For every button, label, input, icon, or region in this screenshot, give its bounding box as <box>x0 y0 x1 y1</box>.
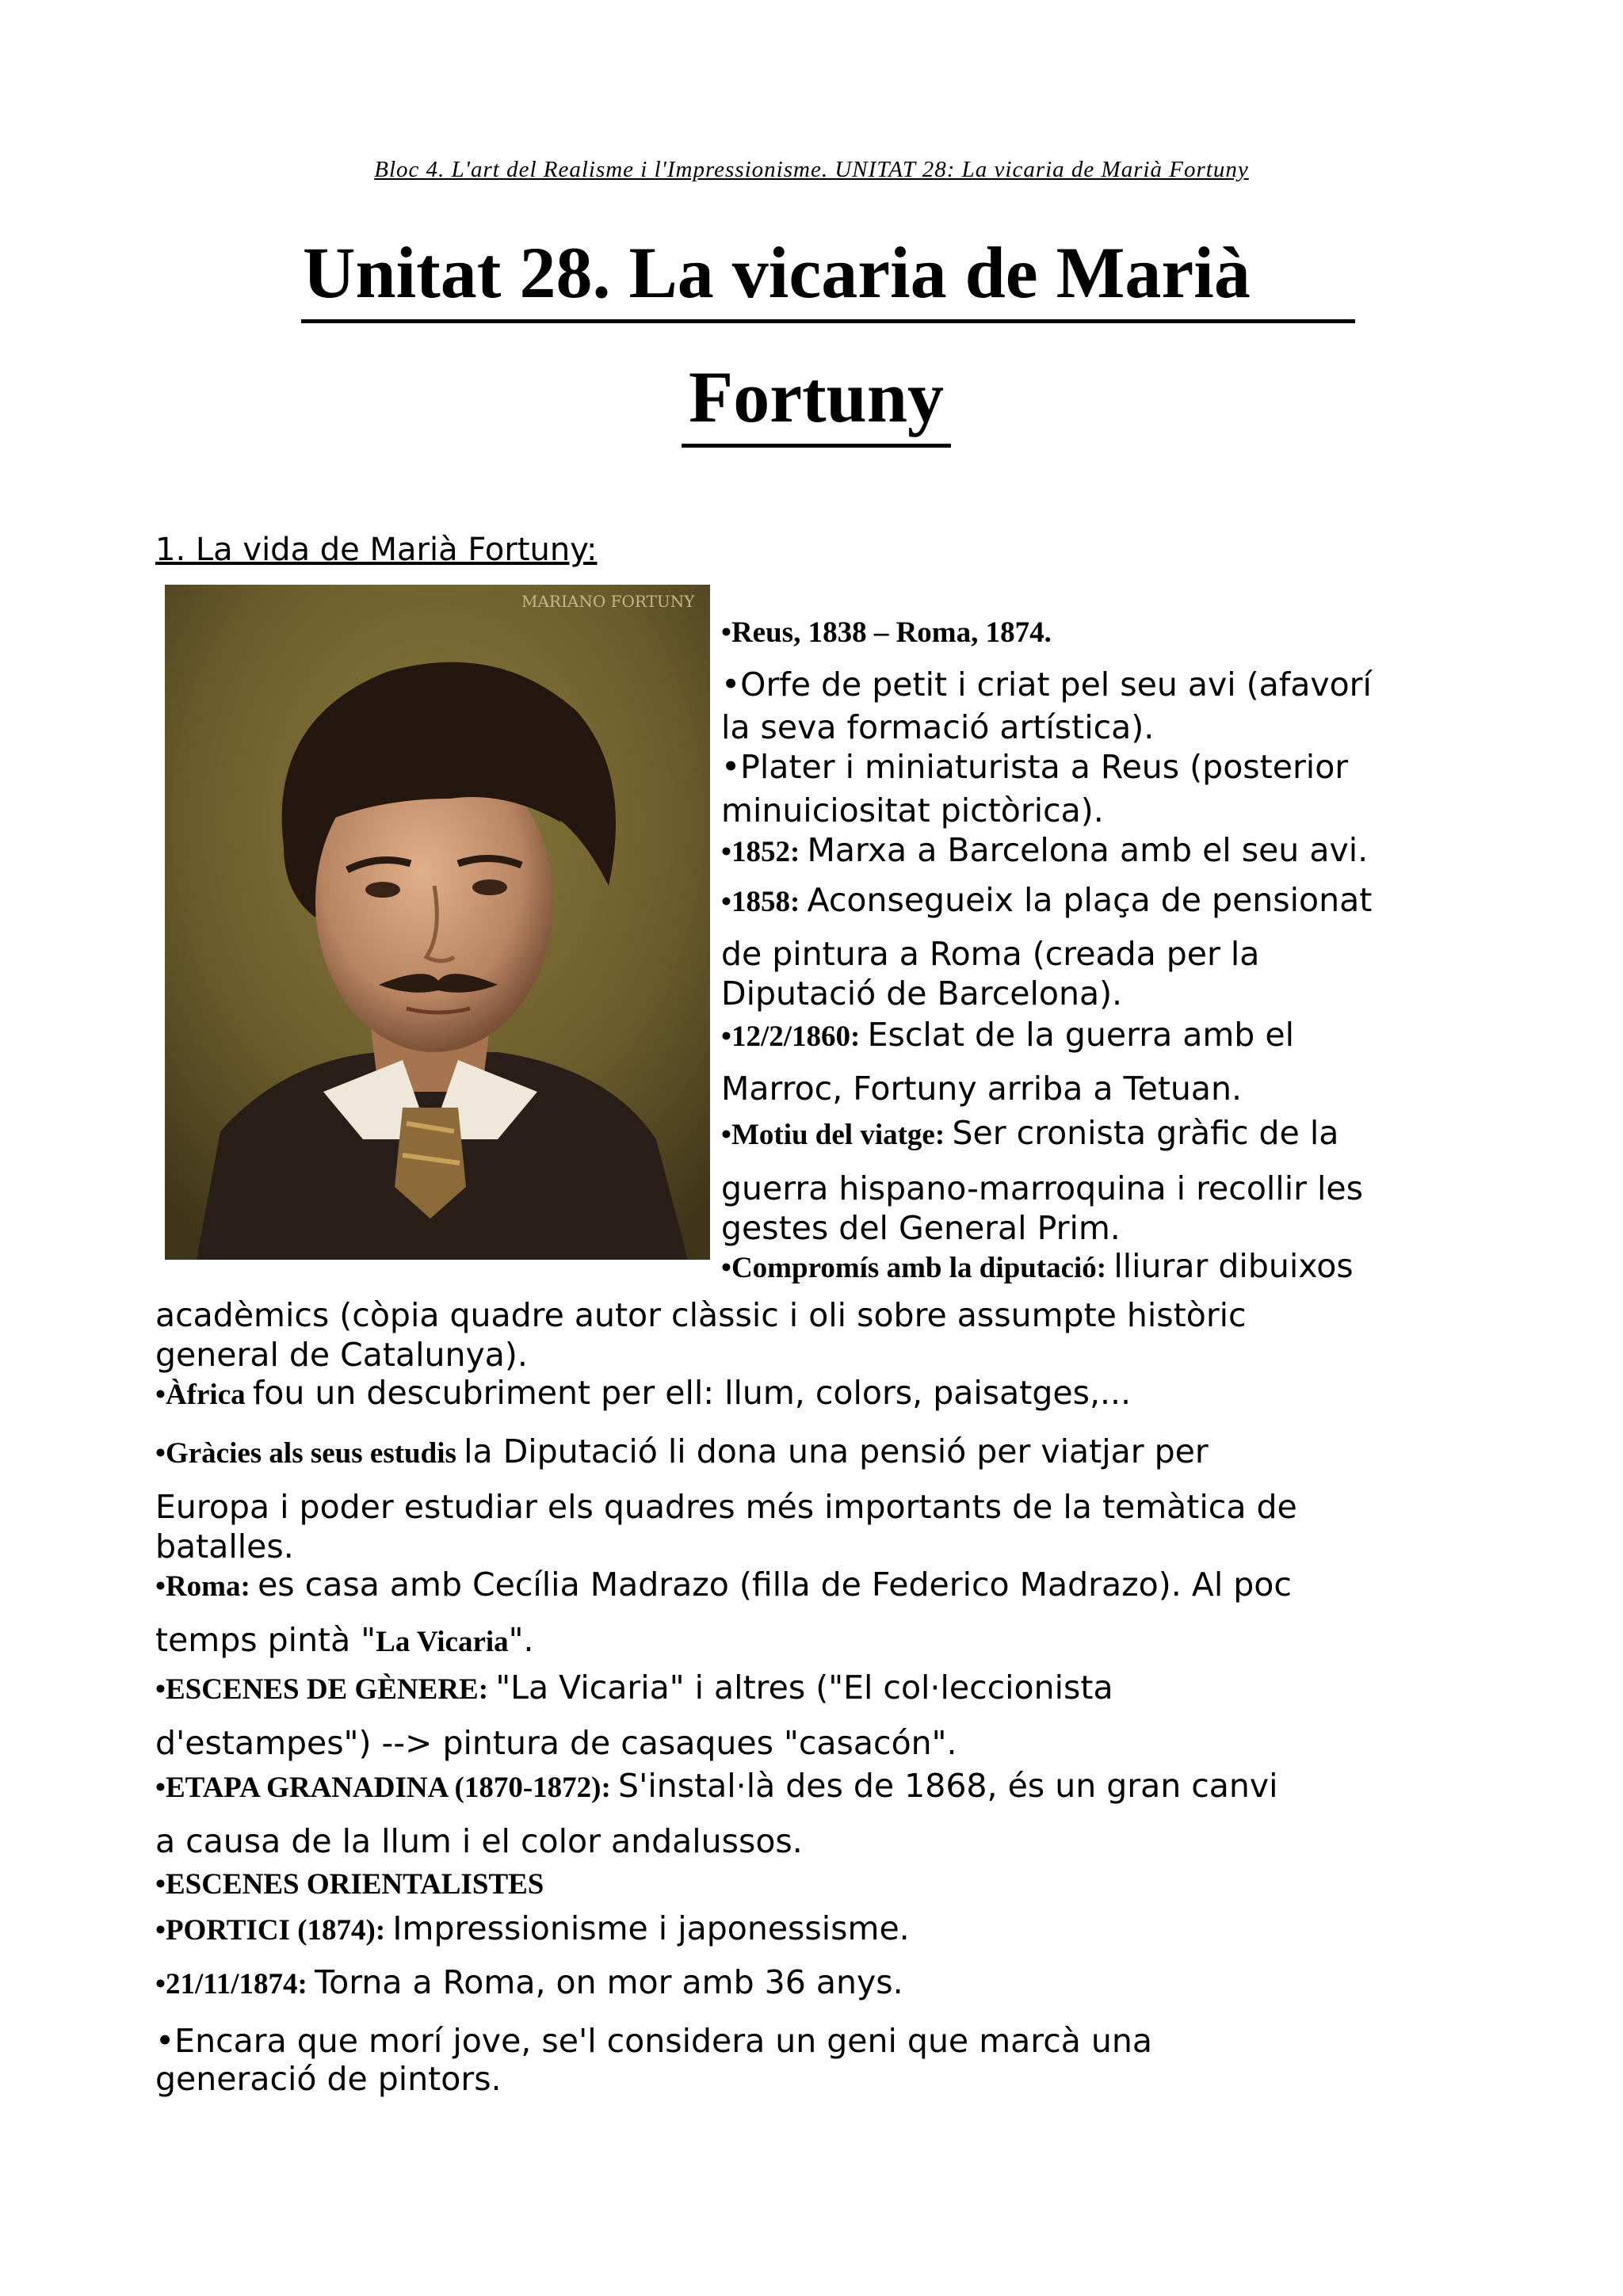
line-label: •Reus, 1838 – Roma, 1874. <box>721 616 1052 649</box>
text-line <box>155 1909 910 1947</box>
text-line <box>721 1247 1354 1285</box>
line-label: •PORTICI (1874): <box>155 1914 393 1947</box>
line-text: generació de pintors. <box>155 2060 502 2098</box>
text-line <box>155 2022 1153 2060</box>
line-text: Esclat de la guerra amb el <box>867 1016 1294 1054</box>
line-label: •Àfrica <box>155 1379 253 1411</box>
title-underline-2 <box>682 444 951 448</box>
text-line <box>721 831 1369 869</box>
line-label: •Roma: <box>155 1570 258 1603</box>
text-line <box>155 1336 528 1374</box>
text-line <box>721 881 1373 919</box>
line-text: •Encara que morí jove, se'l considera un geni que marcà una <box>155 2022 1153 2060</box>
line-text: Torna a Roma, on mor amb 36 anys. <box>315 1963 903 2001</box>
text-line <box>155 1867 544 1899</box>
text-line <box>721 666 1372 704</box>
page-title-line-1: Unitat 28. La vicaria de Marià <box>303 232 1251 313</box>
line-text: guerra hispano-marroquina i recollir les <box>721 1169 1363 1207</box>
portrait-image <box>165 585 710 1260</box>
text-line <box>721 1209 1121 1247</box>
line-text: Marxa a Barcelona amb el seu avi. <box>807 831 1369 869</box>
running-header: Bloc 4. L'art del Realisme i l'Impressionisme. UNITAT 28: La vicaria de Marià Fortuny <box>374 157 1249 182</box>
line-text: lliurar dibuixos <box>1113 1247 1354 1285</box>
line-label: •12/2/1860: <box>721 1020 868 1053</box>
text-line <box>155 1724 957 1762</box>
text-line <box>721 974 1123 1013</box>
text-line <box>155 2060 502 2098</box>
line-label: •Gràcies als seus estudis <box>155 1437 464 1470</box>
line-label: La Vicaria <box>376 1626 509 1658</box>
line-text: Diputació de Barcelona). <box>721 974 1123 1013</box>
text-line <box>721 935 1260 973</box>
text-line <box>155 1566 1292 1604</box>
line-label: •1858: <box>721 886 808 918</box>
text-line <box>155 1767 1278 1805</box>
text-line <box>155 1296 1247 1334</box>
line-text: la seva formació artística). <box>721 708 1155 746</box>
text-line <box>155 1963 903 2001</box>
line-text: ". <box>508 1621 534 1659</box>
line-text: "La Vicaria" i altres ("El col·leccionista <box>495 1669 1113 1707</box>
line-text: •Plater i miniaturista a Reus (posterior <box>721 748 1349 786</box>
text-line <box>155 1621 534 1659</box>
line-label: •1852: <box>721 836 808 868</box>
line-text: Aconsegueix la plaça de pensionat <box>807 881 1373 919</box>
line-label: •Motiu del viatge: <box>721 1119 953 1151</box>
line-text: S'instal·là des de 1868, és un gran canvi <box>618 1767 1278 1805</box>
line-label: •Compromís amb la diputació: <box>721 1252 1114 1284</box>
text-line <box>721 791 1104 830</box>
line-text: batalles. <box>155 1527 294 1566</box>
text-line <box>155 1527 294 1566</box>
line-label: •21/11/1874: <box>155 1968 315 2000</box>
text-line <box>721 1114 1339 1152</box>
line-text: •Orfe de petit i criat pel seu avi (afavorí <box>721 666 1372 704</box>
line-text: gestes del General Prim. <box>721 1209 1121 1247</box>
section-heading: 1. La vida de Marià Fortuny: <box>155 532 598 568</box>
line-text: minuiciositat pictòrica). <box>721 791 1104 830</box>
text-line <box>721 1169 1363 1207</box>
line-text: general de Catalunya). <box>155 1336 528 1374</box>
line-label: •ESCENES ORIENTALISTES <box>155 1868 544 1901</box>
page-title-line-2: Fortuny <box>689 357 944 437</box>
line-text: a causa de la llum i el color andalussos. <box>155 1822 803 1860</box>
text-line <box>721 615 1052 647</box>
text-line <box>721 1070 1243 1108</box>
line-text: Europa i poder estudiar els quadres més importants de la temàtica de <box>155 1488 1297 1526</box>
text-line <box>155 1374 1132 1412</box>
line-text: Ser cronista gràfic de la <box>952 1114 1339 1152</box>
text-line <box>155 1432 1209 1470</box>
line-text: temps pintà " <box>155 1621 376 1659</box>
line-text: d'estampes") --> pintura de casaques "casacón". <box>155 1724 957 1762</box>
text-line <box>155 1488 1297 1526</box>
title-underline-1 <box>301 319 1355 323</box>
line-text: acadèmics (còpia quadre autor clàssic i oli sobre assumpte històric <box>155 1296 1247 1334</box>
text-line <box>721 708 1155 746</box>
line-text: es casa amb Cecília Madrazo (filla de Federico Madrazo). Al poc <box>258 1566 1292 1604</box>
portrait-signature: MARIANO FORTUNY <box>521 592 695 611</box>
line-text: Impressionisme i japonessisme. <box>392 1909 910 1947</box>
line-label: •ESCENES DE GÈNERE: <box>155 1673 496 1706</box>
line-label: •ETAPA GRANADINA (1870-1872): <box>155 1772 619 1804</box>
text-line <box>155 1822 803 1860</box>
line-text: Marroc, Fortuny arriba a Tetuan. <box>721 1070 1243 1108</box>
line-text: fou un descubriment per ell: llum, colors, paisatges,... <box>252 1374 1132 1412</box>
text-line <box>721 748 1349 786</box>
text-line <box>155 1669 1113 1707</box>
text-line <box>721 1016 1294 1054</box>
line-text: de pintura a Roma (creada per la <box>721 935 1260 973</box>
line-text: la Diputació li dona una pensió per viatjar per <box>464 1432 1209 1470</box>
